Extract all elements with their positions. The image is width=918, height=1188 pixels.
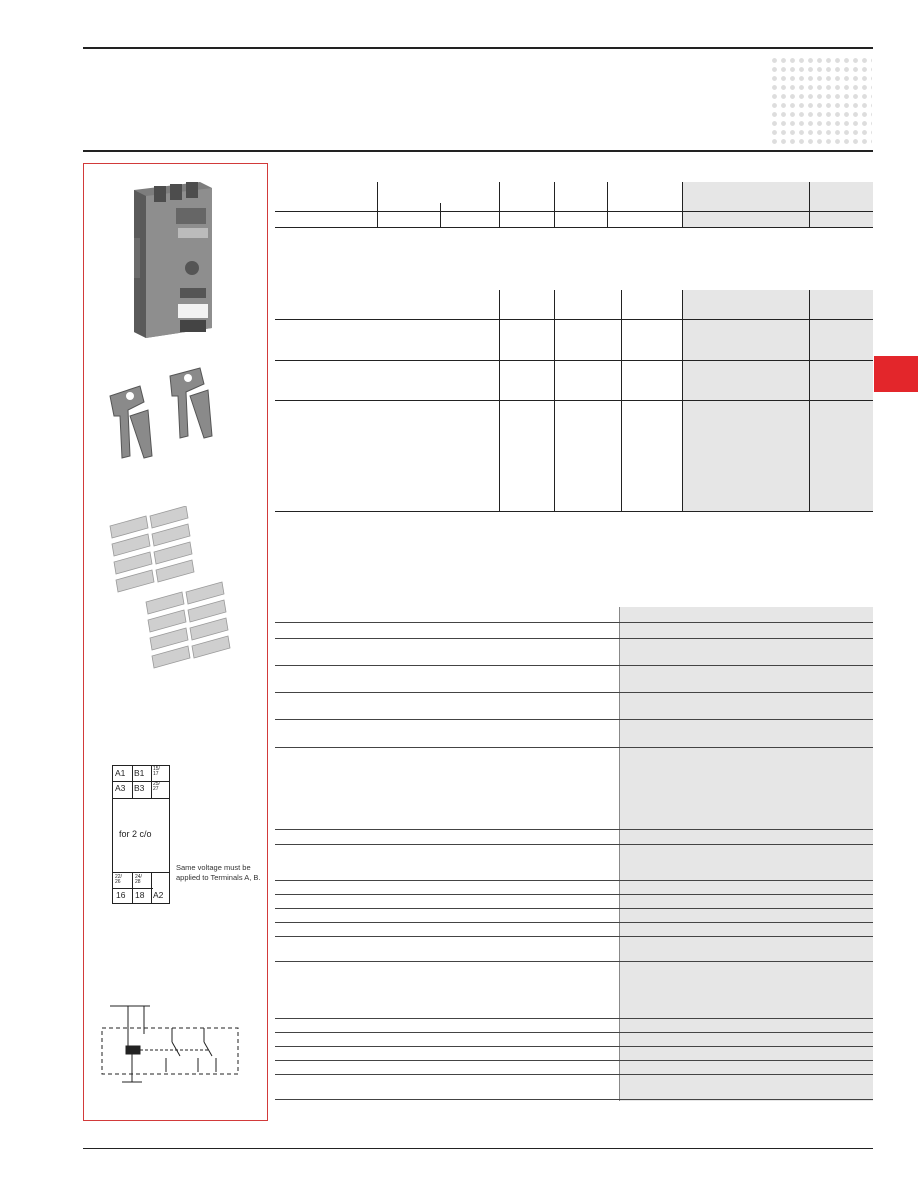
terminal-b1: B1	[134, 768, 145, 778]
relay-module-image	[120, 178, 220, 348]
terminal-a1: A1	[115, 768, 126, 778]
header-bottom-rule	[83, 150, 873, 152]
section-tab[interactable]	[874, 356, 918, 392]
table1-shaded-col-b	[810, 182, 873, 228]
jumper-clip-image	[100, 366, 260, 466]
diagram-center-label: for 2 c/o	[119, 829, 152, 839]
table2-row2-rule	[275, 400, 873, 401]
table2-header-rule	[275, 319, 873, 320]
terminal-a3: A3	[115, 783, 126, 793]
circuit-schematic	[98, 998, 248, 1088]
header-top-rule	[83, 47, 873, 49]
table2-row1-rule	[275, 360, 873, 361]
table3-shaded-values	[620, 607, 873, 1101]
marker-labels-image	[106, 506, 236, 686]
table1-header-rule	[275, 211, 873, 212]
table3-bottom-rule	[275, 1099, 873, 1100]
voltage-note: Same voltage must be applied to Terminals A, B.	[176, 863, 261, 882]
terminal-a2: A2	[153, 890, 164, 900]
terminal-22-26: 22/ 26	[115, 874, 122, 885]
terminal-15-17: 15/ 17	[153, 766, 160, 777]
table1-bottom-rule	[275, 227, 873, 228]
terminal-16: 16	[116, 890, 126, 900]
table2-shaded-col-a	[683, 290, 809, 512]
table1-shaded-col-a	[683, 182, 809, 228]
table2-bottom-rule	[275, 511, 873, 512]
header-dot-pattern	[770, 56, 872, 146]
terminal-diagram	[112, 765, 170, 904]
terminal-25-27: 25/ 27	[153, 781, 160, 792]
terminal-b3: B3	[134, 783, 145, 793]
footer-rule	[83, 1148, 873, 1149]
terminal-18: 18	[135, 890, 145, 900]
terminal-24-28: 24/ 28	[135, 874, 142, 885]
table2-shaded-col-b	[810, 290, 873, 512]
